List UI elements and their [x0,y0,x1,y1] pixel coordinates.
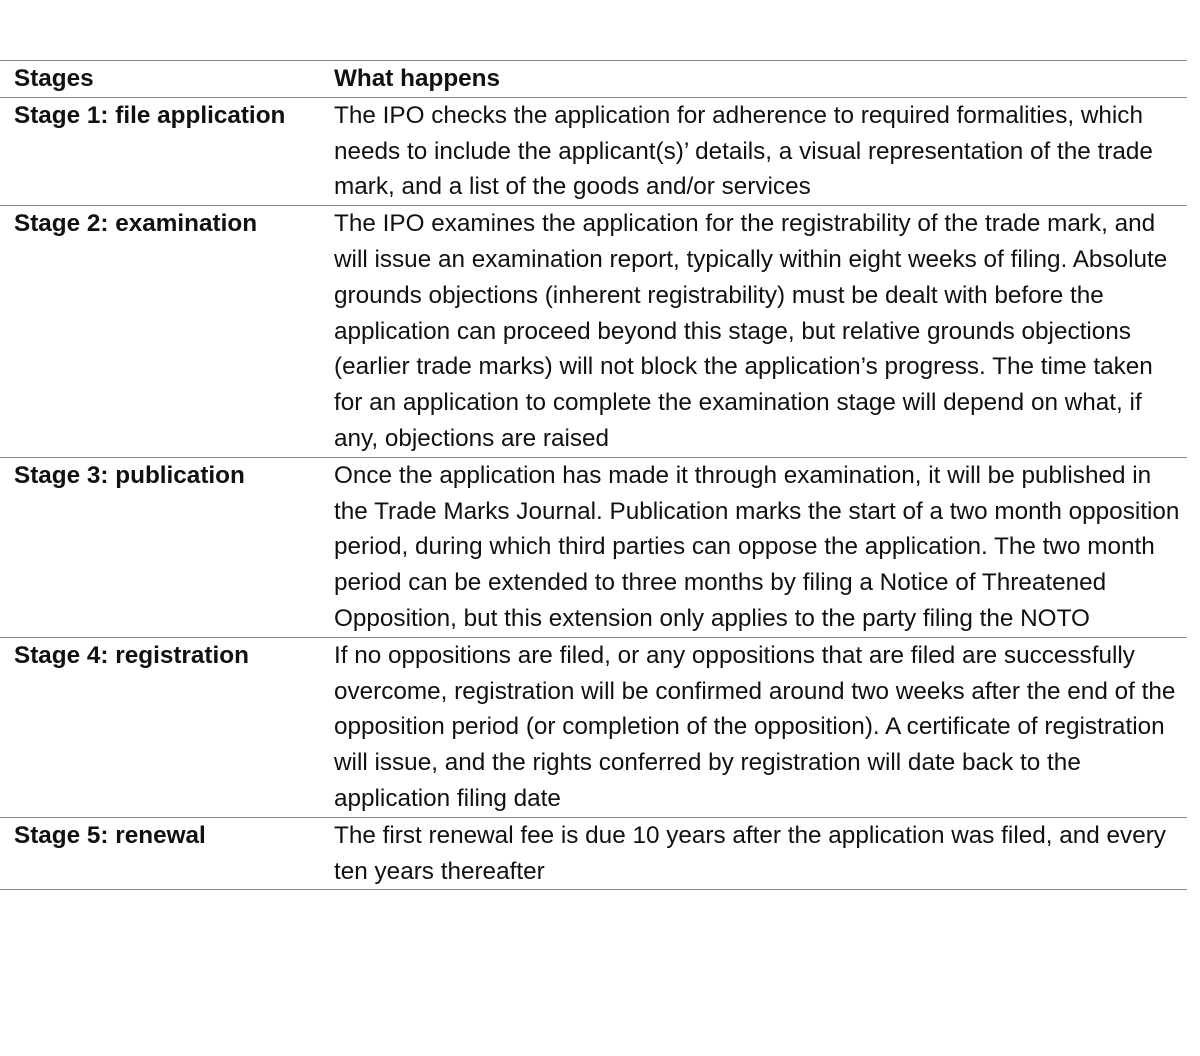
table-row [0,637,1187,817]
table-row [0,206,1187,458]
header-what-happens: What happens [334,61,1187,98]
stage-name: Stage 2: examination [0,206,334,458]
table-body [0,97,1187,890]
stage-name: Stage 5: renewal [14,821,206,849]
stage-name: Stage 3: publication [0,457,334,637]
stage-description: If no oppositions are filed, or any oppositions that are filed are successfully overcome, registration will be confirmed around two weeks after the end of the opposition period (or completion of the opposition). A certificate of registration will issue, and the rights conferred by registration will date back to the application filing date [334,637,1187,817]
table-row [0,97,1187,205]
trade-mark-stages-table [0,60,1187,890]
header-row [0,61,1187,98]
stage-name: Stage 1: file application [0,97,334,205]
table-header [0,61,1187,98]
table-row [0,817,1187,890]
stage-description: The IPO examines the application for the registrability of the trade mark, and will issue an examination report, typically within eight weeks of filing. Absolute grounds objections (inherent registrability) must be dealt with before the application can proceed beyond this stage, but relative grounds objections (earlier trade marks) will not block the application’s progress. The time taken for an application to complete the examination stage will depend on what, if any, objections are raised [334,206,1187,458]
stage-description: Once the application has made it through examination, it will be published in the Trade Marks Journal. Publication marks the start of a two month opposition period, during which third parties can oppose the application. The two month period can be extended to three months by filing a Notice of Threatened Opposition, but this extension only applies to the party filing the NOTO [334,457,1187,637]
stage-name: Stage 4: registration [0,637,334,817]
stage-description: The IPO checks the application for adherence to required formalities, which needs to include the applicant(s)’ details, a visual representation of the trade mark, and a list of the goods and/or services [334,97,1187,205]
stage-description: The first renewal fee is due 10 years after the application was filed, and every ten years thereafter [334,821,1166,885]
header-stages: Stages [0,61,334,98]
table-row [0,457,1187,637]
